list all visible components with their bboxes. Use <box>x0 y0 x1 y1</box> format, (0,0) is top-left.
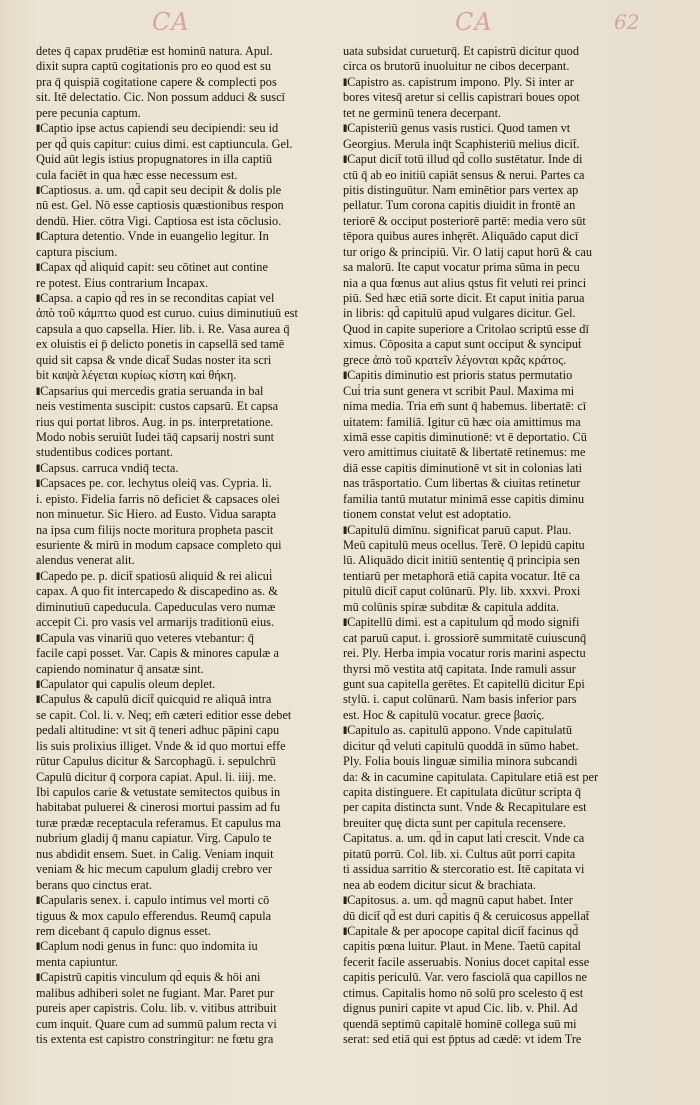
text-line: pra q̄ quispiā cogitatione capere & complecti pos <box>36 74 277 89</box>
text-line: menta capiuntur. <box>36 954 118 969</box>
entry-heading-line: ‖‖ Capitale & per apocope capital dicit̄ facinus qd̄ <box>343 924 641 939</box>
text-line: capita distinguere. Et capitulata dicūtur scripta q̄ <box>343 785 581 799</box>
text-line: accepit Ci. pro vasis vel armarijs traditionū eius. <box>36 615 275 630</box>
running-head-right: CA <box>455 8 493 36</box>
text-line: pitulū dicit̄ caput colūnarū. Ply. lib. xxxvi. Proxi <box>343 584 581 599</box>
text-line: est. Hoc & capitulū vocatur. grece βασίς. <box>343 707 545 722</box>
text-line: rem dicebant q̄ capulo dignus esset. <box>36 923 211 938</box>
entry-heading-line: ‖‖ Capedo pe. p. dicit̄ spatiosū aliquid & rei alicui̇ <box>36 569 334 584</box>
text-line: nas trāsportatio. Cum libertas & ciuitas retinetur <box>343 476 581 491</box>
text-line: pere pecunia captum. <box>36 105 141 120</box>
text-line: veniam & hic mecum capulum gladij crebro ver <box>36 862 272 877</box>
entry-heading-line: ‖‖ Capularis senex. i. capulo intimus vel morti cō <box>36 893 334 908</box>
entry-heading-line: ‖‖ Capsaces pe. cor. lechytus oleiq̄ vas. Cypria. li. <box>36 476 334 491</box>
entry-heading-line: ‖‖ Capitulū dimīnu. significat paruū caput. Plau. <box>343 523 641 538</box>
entry-heading-line: ‖‖ Capax qd̄ aliquid capit: seu cōtinet aut contine <box>36 260 334 275</box>
text-line: malibus adhiberi solet ne fugiant. Mar. Paret pur <box>36 985 275 1000</box>
text-line: diā esse capitis diminutionē vt sit in colonias lati <box>343 460 583 475</box>
text-line: lis suis prolixius illiget. Vnde & id quo mortui effe <box>36 738 286 753</box>
text-line: tur origo & principiū. Vir. O latij caput horū & cau <box>343 244 593 259</box>
text-line: detes q̄ capax prudētiæ est hominū natura. Apul. <box>36 44 273 58</box>
text-line: rūtur Capulus dicitur & Sarcophagū. i. sepulchrū <box>36 754 276 769</box>
text-line: tis extenta est capistro constringitur: ne fœtu gra <box>36 1032 274 1046</box>
text-line: Quid aūt legis istius propugnatores in illa captiū <box>36 152 272 167</box>
text-line: dicitur qd̄ veluti capitulū quoddā in sūmo habet. <box>343 738 579 753</box>
entry-heading-line: ‖‖ Capitis diminutio est prioris status permutatio <box>343 368 641 383</box>
text-line: turæ prædæ receptacula referamus. Et capulus ma <box>36 815 281 830</box>
text-line: na ipsa cum filijs nocte moritura propheta pascit <box>36 522 274 537</box>
text-line: tentiarū per metaphorā etiā capita vocatur. Itē ca <box>343 568 580 583</box>
text-line: tionem constat velut est adoptatio. <box>343 507 512 522</box>
text-line: re potest. Eius contrarium Incapax. <box>36 275 209 290</box>
text-line: tēpora quibus aures inhęrēt. Aliquādo caput dicī <box>343 229 579 244</box>
text-line: ximā esse capitis diminutionē: vt ē deportatio. Cū <box>343 429 587 444</box>
text-line: nū est. Gel. Nō esse captiosis quæstionibus respon <box>36 198 284 213</box>
text-line: vero amittimus ciuitatē & libertatē retinemus: me <box>343 445 586 460</box>
text-line: uata subsidat curueturq̄. Et capistrū dicitur quod <box>343 44 579 58</box>
text-line: nia a qua fœnus aut alius qstus fit veluti rei princi <box>343 275 587 290</box>
entry-heading-line: ‖‖ Capsarius qui mercedis gratia seruanda in bal <box>36 384 334 399</box>
text-line: Ply. Folia bouis linguæ similia minora subcandi <box>343 754 578 769</box>
text-line: ti assidua sarritio & stercoratio est. Itē capitata vi <box>343 862 585 877</box>
text-line: i. episto. Fidelia farris nō deficiet & capsaces olei <box>36 491 280 506</box>
text-line: serat: sed etiā qui est p̄ptus ad cædē: vt idem Tre <box>343 1032 582 1046</box>
text-line: familia tantū mutatur minimā esse capitis diminu <box>343 491 585 506</box>
text-line: ἀπὸ τοῦ κάμπτω quod est curuo. cuius diminutiuū est <box>36 306 298 321</box>
text-line: pellatur. Tum corona capitis diuidit in frontē an <box>343 198 576 213</box>
text-line: Quod in capite superiore a Critolao scriptū esse dī <box>343 321 589 336</box>
text-line: cum inquit. Quare cum ad summū palum recta vi <box>36 1016 277 1031</box>
text-line: studentibus codices portant. <box>36 445 173 460</box>
entry-heading-line: ‖‖ Caplum nodi genus in func: quo indomita iu <box>36 939 334 954</box>
entry-heading-line: ‖‖ Caput dicit̄ totū illud qd̄ collo sustētatur. Inde di <box>343 152 641 167</box>
text-line: uitatem: familiā. Igitur cū hæc oia amittimus ma <box>343 414 581 429</box>
entry-heading-line: ‖‖ Capulus & capulū dicit̄ quicquid re aliquā intra <box>36 692 334 707</box>
text-line: capsula a quo capsella. Hier. lib. i. Re. Vasa aurea q̄ <box>36 321 290 336</box>
text-line: lū. Aliquādo dicit initiū sententię q̄ principia sen <box>343 553 581 568</box>
text-line: fecerit facile asseruabis. Nonius docet capital esse <box>343 954 590 969</box>
text-line: ex oluistis ei p̄ delicto ponetis in capsellā sed tamē <box>36 337 285 352</box>
text-line: quendā septimū capitalē hominē collega suū mi <box>343 1016 577 1031</box>
text-line: rius qui portat libros. Aug. in ps. interpretatione. <box>36 414 274 429</box>
text-line: capitis periculū. Var. vero fasciolā qua capillos ne <box>343 970 587 985</box>
text-line: Capulū dicitur q̄ corpora capiat. Apul. li. iiij. me. <box>36 769 277 784</box>
text-line: bores vitesq̄ aretur si cellis capistrari boues opot <box>343 90 580 105</box>
text-line: stylū. i. caput colūnarū. Nam basis inferior pars <box>343 692 577 707</box>
entry-heading-line: ‖‖ Captura detentio. Vnde in euangelio legitur. In <box>36 229 334 244</box>
text-line: grece ἀπὸ τοῦ κρατεῖν λέγονται κρᾶς κράτος. <box>343 352 567 367</box>
text-line: nea ab eodem dicitur sicut & brachiata. <box>343 877 536 892</box>
text-line: dendū. Hier. cōtra Vigi. Captiosa est ista cōclusio. <box>36 213 282 228</box>
entry-heading-line: ‖‖ Capistrū capitis vinculum qd̄ equis & hōi ani <box>36 970 334 985</box>
text-line: Ibi capulos carie & vetustate semitectos quibus in <box>36 785 281 799</box>
text-line: pitis distinguūtur. Nam eminētior pars vertex ap <box>343 182 579 197</box>
entry-heading-line: ‖‖ Capistro as. capistrum impono. Ply. Si inter ar <box>343 75 641 90</box>
text-line: pedali altitudine: vt sit q̄ teneri adhuc pāpini capu <box>36 723 280 738</box>
entry-heading-line: ‖‖ Capitulo as. capitulū appono. Vnde capitulatū <box>343 723 641 738</box>
entry-heading-line: ‖‖ Capitellū dimi. est a capitulum qd̄ modo signifi <box>343 615 641 630</box>
text-line: pitatū porrū. Col. lib. xi. Cultus aūt porri capita <box>343 846 576 861</box>
text-line: nus abdidit ensem. Suet. in Calig. Veniam inquit <box>36 846 274 861</box>
text-line: capax. A quo fit intercapedo & discapedino as. & <box>36 584 278 599</box>
text-line: gunt sua capitella gerētes. Et capitellū dicitur Epi <box>343 676 585 691</box>
text-line: bit καψὰ λέγεται κυρίως κίστη καὶ θήκη. <box>36 368 237 383</box>
text-line: teriorē & occiput posteriorē partē: media vero sūt <box>343 213 586 228</box>
text-line: capiendo nominatur q̄ ansatæ sint. <box>36 661 204 676</box>
text-line: se capit. Col. li. v. Neq; em̄ cæteri editior esse debet <box>36 707 292 722</box>
text-line: pureis aper capistris. Colu. lib. v. vitibus attribuit <box>36 1001 277 1016</box>
text-line: in libris: qd̄ capitulū apud vulgares dicitur. Gel. <box>343 306 576 321</box>
text-line: Cui̇ tria sunt genera vt scribit Paul. Maxima mi <box>343 383 575 398</box>
text-line: Meū capitulū meus ocellus. Terē. O lepidū capitu <box>343 538 585 552</box>
folio-number: 62 <box>614 10 640 34</box>
text-line: tiguus & mox capulo efferendus. Reumq̄ capula <box>36 908 272 923</box>
text-line: cat paruū caput. i. grossiorē summitatē cuiuscunq̄ <box>343 630 587 645</box>
text-line: Modo nobis seruiūt Iudei tāq̄ capsarij nostri sunt <box>36 429 275 444</box>
entry-heading-line: ‖‖ Captio ipse actus capiendi seu decipiendi: seu id <box>36 121 334 136</box>
text-line: Capitatus. a. um. qd̄ in caput lati̇ crescit. Vnde ca <box>343 831 585 846</box>
text-line: tet ne germinū tenera decerpant. <box>343 105 502 120</box>
entry-heading-line: ‖‖ Capitosus. a. um. qd̄ magnū caput habet. Inter <box>343 893 641 908</box>
text-line: alendus venerat alit. <box>36 553 135 568</box>
text-line: Georgius. Merula inq̄t Scaphisteriū melius dicit̄. <box>343 136 580 151</box>
text-line: berans quo cinctus erat. <box>36 877 153 892</box>
text-line: captura piscium. <box>36 244 118 259</box>
text-line: quid sit capsa & vnde dicat̄ Sudas noster ita scri <box>36 352 272 367</box>
text-line: dū dicit̄ qd̄ est duri capitis q̄ & ceruicosus appellat̄ <box>343 908 590 923</box>
text-line: esuriente & mirū in modum capsace completo qui <box>36 538 282 552</box>
text-line: per capita distincta sunt. Vnde & Recapitulare est <box>343 800 587 815</box>
text-line: mū colūnis spiræ subditæ & capitula addita. <box>343 599 560 614</box>
entry-heading-line: ‖‖ Capisteriū genus vasis rustici. Quod tamen vt <box>343 121 641 136</box>
text-line: dignus puniri capite vt apud Cic. lib. v. Phil. Ad <box>343 1001 578 1016</box>
text-line: diminutiuū capeducula. Capeduculas vero numæ <box>36 599 276 614</box>
text-line: rei. Ply. Herba impia vocatur roris marini aspectu <box>343 646 586 661</box>
right-column <box>343 44 641 1047</box>
text-line: circa os brutorū inuoluitur ne cibos decerpant. <box>343 59 570 74</box>
text-line: neis vestimenta suscipit: custos capsarū. Et capsa <box>36 399 279 414</box>
text-line: ctū q̄ ab eo initiū capiāt sensus & nerui. Partes ca <box>343 167 585 182</box>
entry-heading-line: ‖‖ Capula vas vinariū quo veteres vtebantur: q̄ <box>36 631 334 646</box>
text-line: thyrsi mō vestita atq̄ capitata. Inde ramuli assur <box>343 661 576 676</box>
text-line: sa malorū. Ite caput vocatur prima sūma in pecu <box>343 260 580 275</box>
text-line: ctimus. Capitalis homo nō solū pro scelesto q̄ est <box>343 985 584 1000</box>
entry-heading-line: ‖‖ Capsus. carruca vndiq̄ tecta. <box>36 461 334 476</box>
text-line: per qd̄ quis capitur: cuius dimi. est captiuncula. Gel. <box>36 136 293 151</box>
text-line: sit. Itē delectatio. Cic. Non possum adduci & suscī <box>36 90 285 105</box>
text-line: non minuetur. Sic Hiero. ad Eusto. Vidua sarapta <box>36 507 277 522</box>
text-line: ximus. Cōposita a caput sunt occiput & syncipuṫ <box>343 337 582 352</box>
text-line: piū. Sed hæc etiā sorte dicit. Et caput initia parua <box>343 291 585 305</box>
text-line: dixit supra captū cogitationis pro eo quod est su <box>36 59 271 74</box>
text-line: facile capi posset. Var. Capis & minores capulæ a <box>36 646 279 661</box>
entry-heading-line: ‖‖ Capsa. a capio qd̄ res in se reconditas capiat vel <box>36 291 334 306</box>
entry-heading-line: ‖‖ Captiosus. a. um. qd̄ capit seu decipit & dolis ple <box>36 183 334 198</box>
running-head-left: CA <box>152 8 190 36</box>
text-line: habitabat puluerei & cinerosi mortui passim ad fu <box>36 800 281 815</box>
text-line: cula faciēt in qua hæc esse necessum est. <box>36 167 238 182</box>
entry-heading-line: ‖‖ Capulator qui capulis oleum deplet. <box>36 677 334 692</box>
text-line: breuiter quę dicta sunt per capitula recensere. <box>343 815 566 830</box>
text-line: nubrium gladij q̄ manu capiatur. Virg. Capulo te <box>36 831 272 846</box>
text-line: capitis pœna luitur. Plaut. in Mene. Taetū capital <box>343 939 581 954</box>
left-column <box>36 44 334 1047</box>
text-line: da: & in cacumine capitulata. Capitulare etiā est per <box>343 769 599 784</box>
text-line: nima media. Tria em̄ sunt q̄ habemus. libertatē: cī <box>343 399 587 414</box>
